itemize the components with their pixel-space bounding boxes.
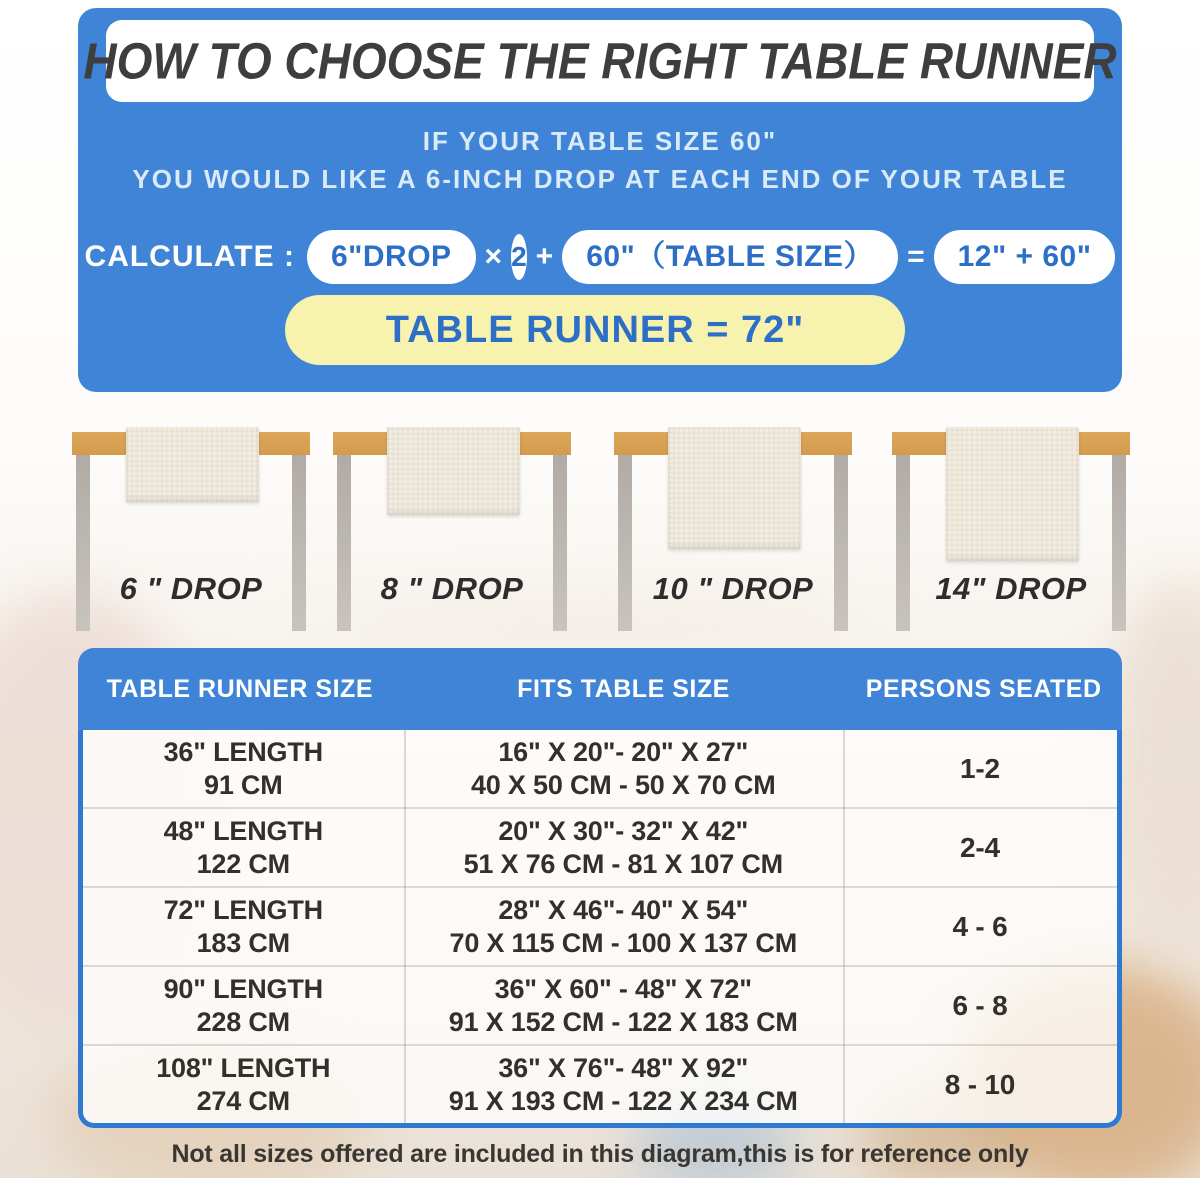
runner-size-cell [83, 973, 404, 1039]
runner-size-cm: 274 CM [196, 1085, 290, 1116]
persons-cell: 8 - 10 [944, 1068, 1016, 1100]
table-row [83, 807, 1117, 886]
fits-size-inches: 36" X 60" - 48" X 72" [494, 973, 752, 1004]
result-pill: TABLE RUNNER = 72" [285, 295, 905, 365]
runner-size-cm: 122 CM [196, 848, 290, 879]
subtitle-line-2: YOU WOULD LIKE A 6-INCH DROP AT EACH END OF YOUR TABLE [132, 164, 1068, 194]
multiplier-circle: 2 [511, 234, 527, 280]
persons-cell: 1-2 [960, 752, 1000, 784]
column-divider [843, 730, 845, 1123]
runner-size-inches: 90" LENGTH [163, 973, 323, 1004]
table-row [83, 965, 1117, 1044]
disclaimer-note: Not all sizes offered are included in this diagram,this is for reference only [171, 1140, 1029, 1168]
column-divider [404, 730, 406, 1123]
drop-label: 10 " DROP [652, 571, 814, 606]
calculation-formula [84, 230, 1110, 284]
fits-size-inches: 16" X 20"- 20" X 27" [498, 736, 749, 767]
table-row [83, 886, 1117, 965]
fits-table-cell [404, 894, 843, 960]
title-box [83, 20, 1117, 102]
calculate-label: CALCULATE : [84, 240, 295, 273]
header-panel [78, 8, 1122, 392]
table-size-pill: 60"（TABLE SIZE） [562, 230, 898, 284]
drop-label: 14" DROP [935, 571, 1087, 606]
table-runner [668, 427, 801, 549]
table-illustration-6-drop [72, 425, 310, 640]
runner-size-cm: 91 CM [204, 769, 283, 800]
drop-label: 8 " DROP [380, 571, 524, 606]
table-runner [387, 427, 520, 515]
fits-table-cell [404, 973, 843, 1039]
drop-label: 6 " DROP [119, 571, 263, 606]
persons-cell: 2-4 [960, 831, 1000, 863]
fits-size-inches: 28" X 46"- 40" X 54" [498, 894, 749, 925]
runner-size-cell [83, 815, 404, 881]
table-runner [126, 427, 259, 502]
fits-table-cell [404, 815, 843, 881]
multiply-operator: × [484, 240, 503, 273]
fits-size-cm: 40 X 50 CM - 50 X 70 CM [470, 769, 776, 800]
fits-size-inches: 36" X 76"- 48" X 92" [498, 1052, 749, 1083]
column-header-runner-size: TABLE RUNNER SIZE [106, 674, 373, 703]
equals-operator: = [907, 240, 925, 273]
runner-size-inches: 36" LENGTH [163, 736, 323, 767]
table-header-row [78, 648, 1122, 730]
runner-size-cell [83, 894, 404, 960]
runner-size-cell [83, 1052, 404, 1118]
fits-size-inches: 20" X 30"- 32" X 42" [498, 815, 749, 846]
fits-table-cell [404, 736, 843, 802]
page-title: HOW TO CHOOSE THE RIGHT TABLE RUNNER [83, 32, 1117, 90]
table-illustration-8-drop [333, 425, 571, 640]
fits-size-cm: 91 X 193 CM - 122 X 234 CM [448, 1085, 798, 1116]
persons-cell: 6 - 8 [952, 989, 1008, 1021]
sum-pill: 12" + 60" [934, 230, 1116, 284]
table-illustration-14-drop [892, 425, 1130, 640]
runner-size-inches: 48" LENGTH [163, 815, 323, 846]
table-runner [946, 427, 1079, 561]
runner-size-inches: 108" LENGTH [156, 1052, 331, 1083]
table-body [78, 730, 1122, 1128]
plus-operator: + [535, 240, 554, 273]
size-reference-table [78, 648, 1122, 1133]
column-header-fits-table: FITS TABLE SIZE [517, 674, 730, 703]
persons-cell: 4 - 6 [952, 910, 1008, 942]
runner-size-cell [83, 736, 404, 802]
fits-table-cell [404, 1052, 843, 1118]
runner-size-cm: 228 CM [196, 1006, 290, 1037]
fits-size-cm: 51 X 76 CM - 81 X 107 CM [463, 848, 783, 879]
table-row [83, 730, 1117, 807]
column-header-persons: PERSONS SEATED [865, 674, 1102, 703]
table-row [83, 1044, 1117, 1123]
subtitle-line-1: IF YOUR TABLE SIZE 60" [422, 126, 778, 156]
drop-value-pill: 6"DROP [307, 230, 476, 284]
runner-size-inches: 72" LENGTH [163, 894, 323, 925]
table-illustration-10-drop [614, 425, 852, 640]
runner-size-cm: 183 CM [196, 927, 290, 958]
fits-size-cm: 70 X 115 CM - 100 X 137 CM [449, 927, 797, 958]
fits-size-cm: 91 X 152 CM - 122 X 183 CM [448, 1006, 798, 1037]
